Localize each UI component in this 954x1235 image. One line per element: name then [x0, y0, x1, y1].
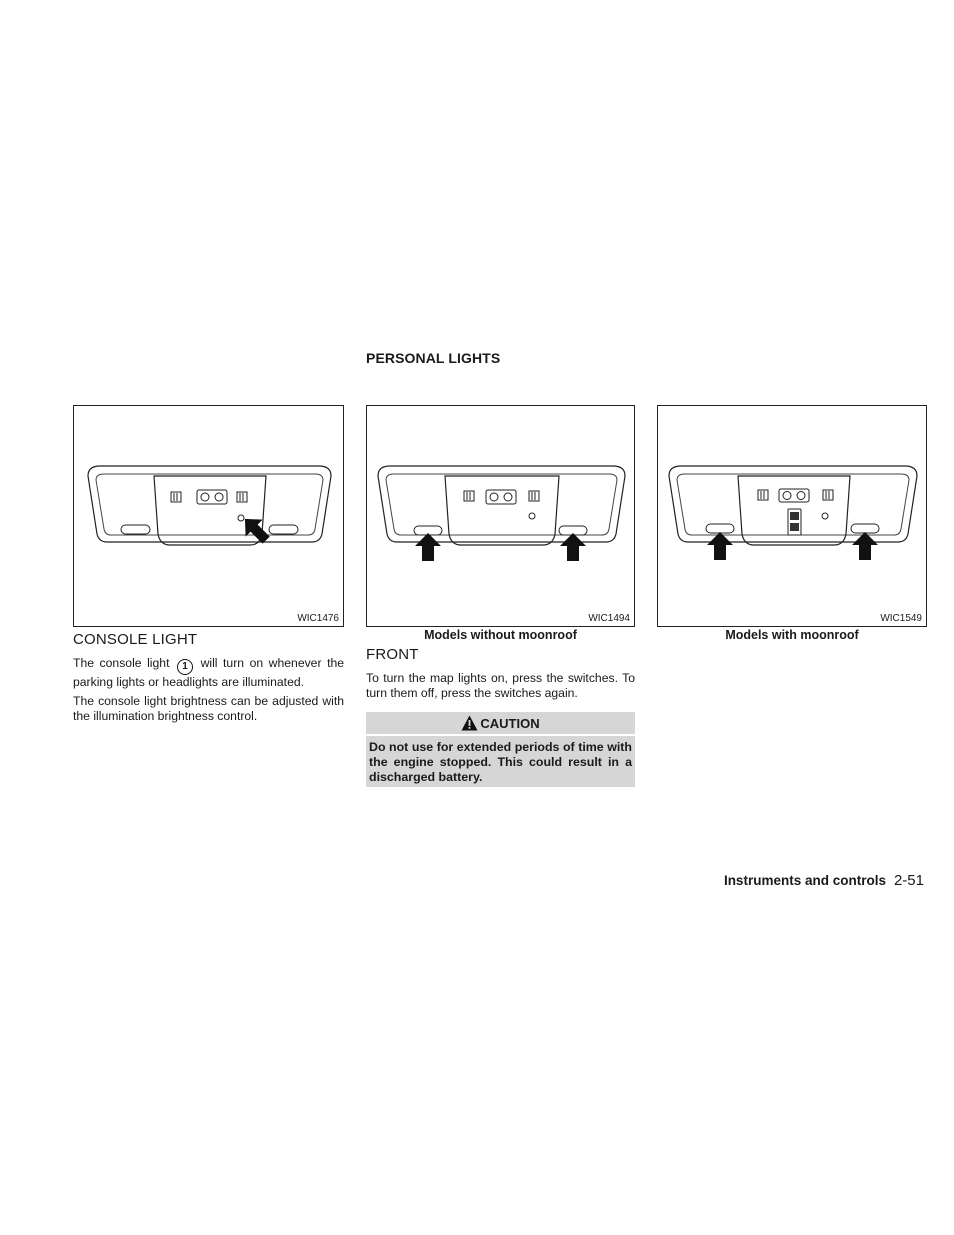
- front-paragraph: To turn the map lights on, press the switches. To turn them off, press the switches again.: [366, 671, 635, 700]
- front-heading: FRONT: [366, 646, 419, 663]
- figure-console-light: [73, 405, 344, 627]
- callout-number: 1: [177, 659, 193, 675]
- console-illustration: [74, 406, 345, 628]
- console-light-paragraph-2: The console light brightness can be adjusted with the illumination brightness control.: [73, 694, 344, 723]
- arrow-icon: [852, 532, 878, 560]
- console-light-heading: CONSOLE LIGHT: [73, 631, 198, 648]
- overhead-console-illustration: [367, 406, 636, 628]
- figure-with-moonroof: [657, 405, 927, 627]
- figure-code: WIC1549: [880, 613, 922, 624]
- warning-triangle-icon: [461, 715, 478, 731]
- arrow-icon: [560, 533, 586, 561]
- caution-header: [366, 712, 635, 736]
- arrow-icon: [707, 532, 733, 560]
- figure-code: WIC1494: [588, 613, 630, 624]
- caution-title: CAUTION: [480, 715, 540, 731]
- console-light-paragraph-1: The console light 1 will turn on whenever the parking lights or headlights are illuminated.: [73, 656, 345, 689]
- figure-code: WIC1476: [297, 613, 339, 624]
- figure-without-moonroof: [366, 405, 635, 627]
- footer-section-title: Instruments and controls: [723, 873, 886, 888]
- page-number: 2-51: [893, 872, 924, 889]
- caution-text: Do not use for extended periods of time with the engine stopped. This could result in a discharged battery.: [369, 740, 632, 784]
- arrow-icon: [415, 533, 441, 561]
- figure-caption-without-moonroof: Models without moonroof: [424, 628, 577, 642]
- caution-box: [366, 712, 635, 787]
- overhead-console-moonroof-illustration: [658, 406, 928, 628]
- section-title: PERSONAL LIGHTS: [366, 350, 501, 366]
- page-footer: [724, 872, 924, 889]
- figure-caption-with-moonroof: Models with moonroof: [725, 628, 859, 642]
